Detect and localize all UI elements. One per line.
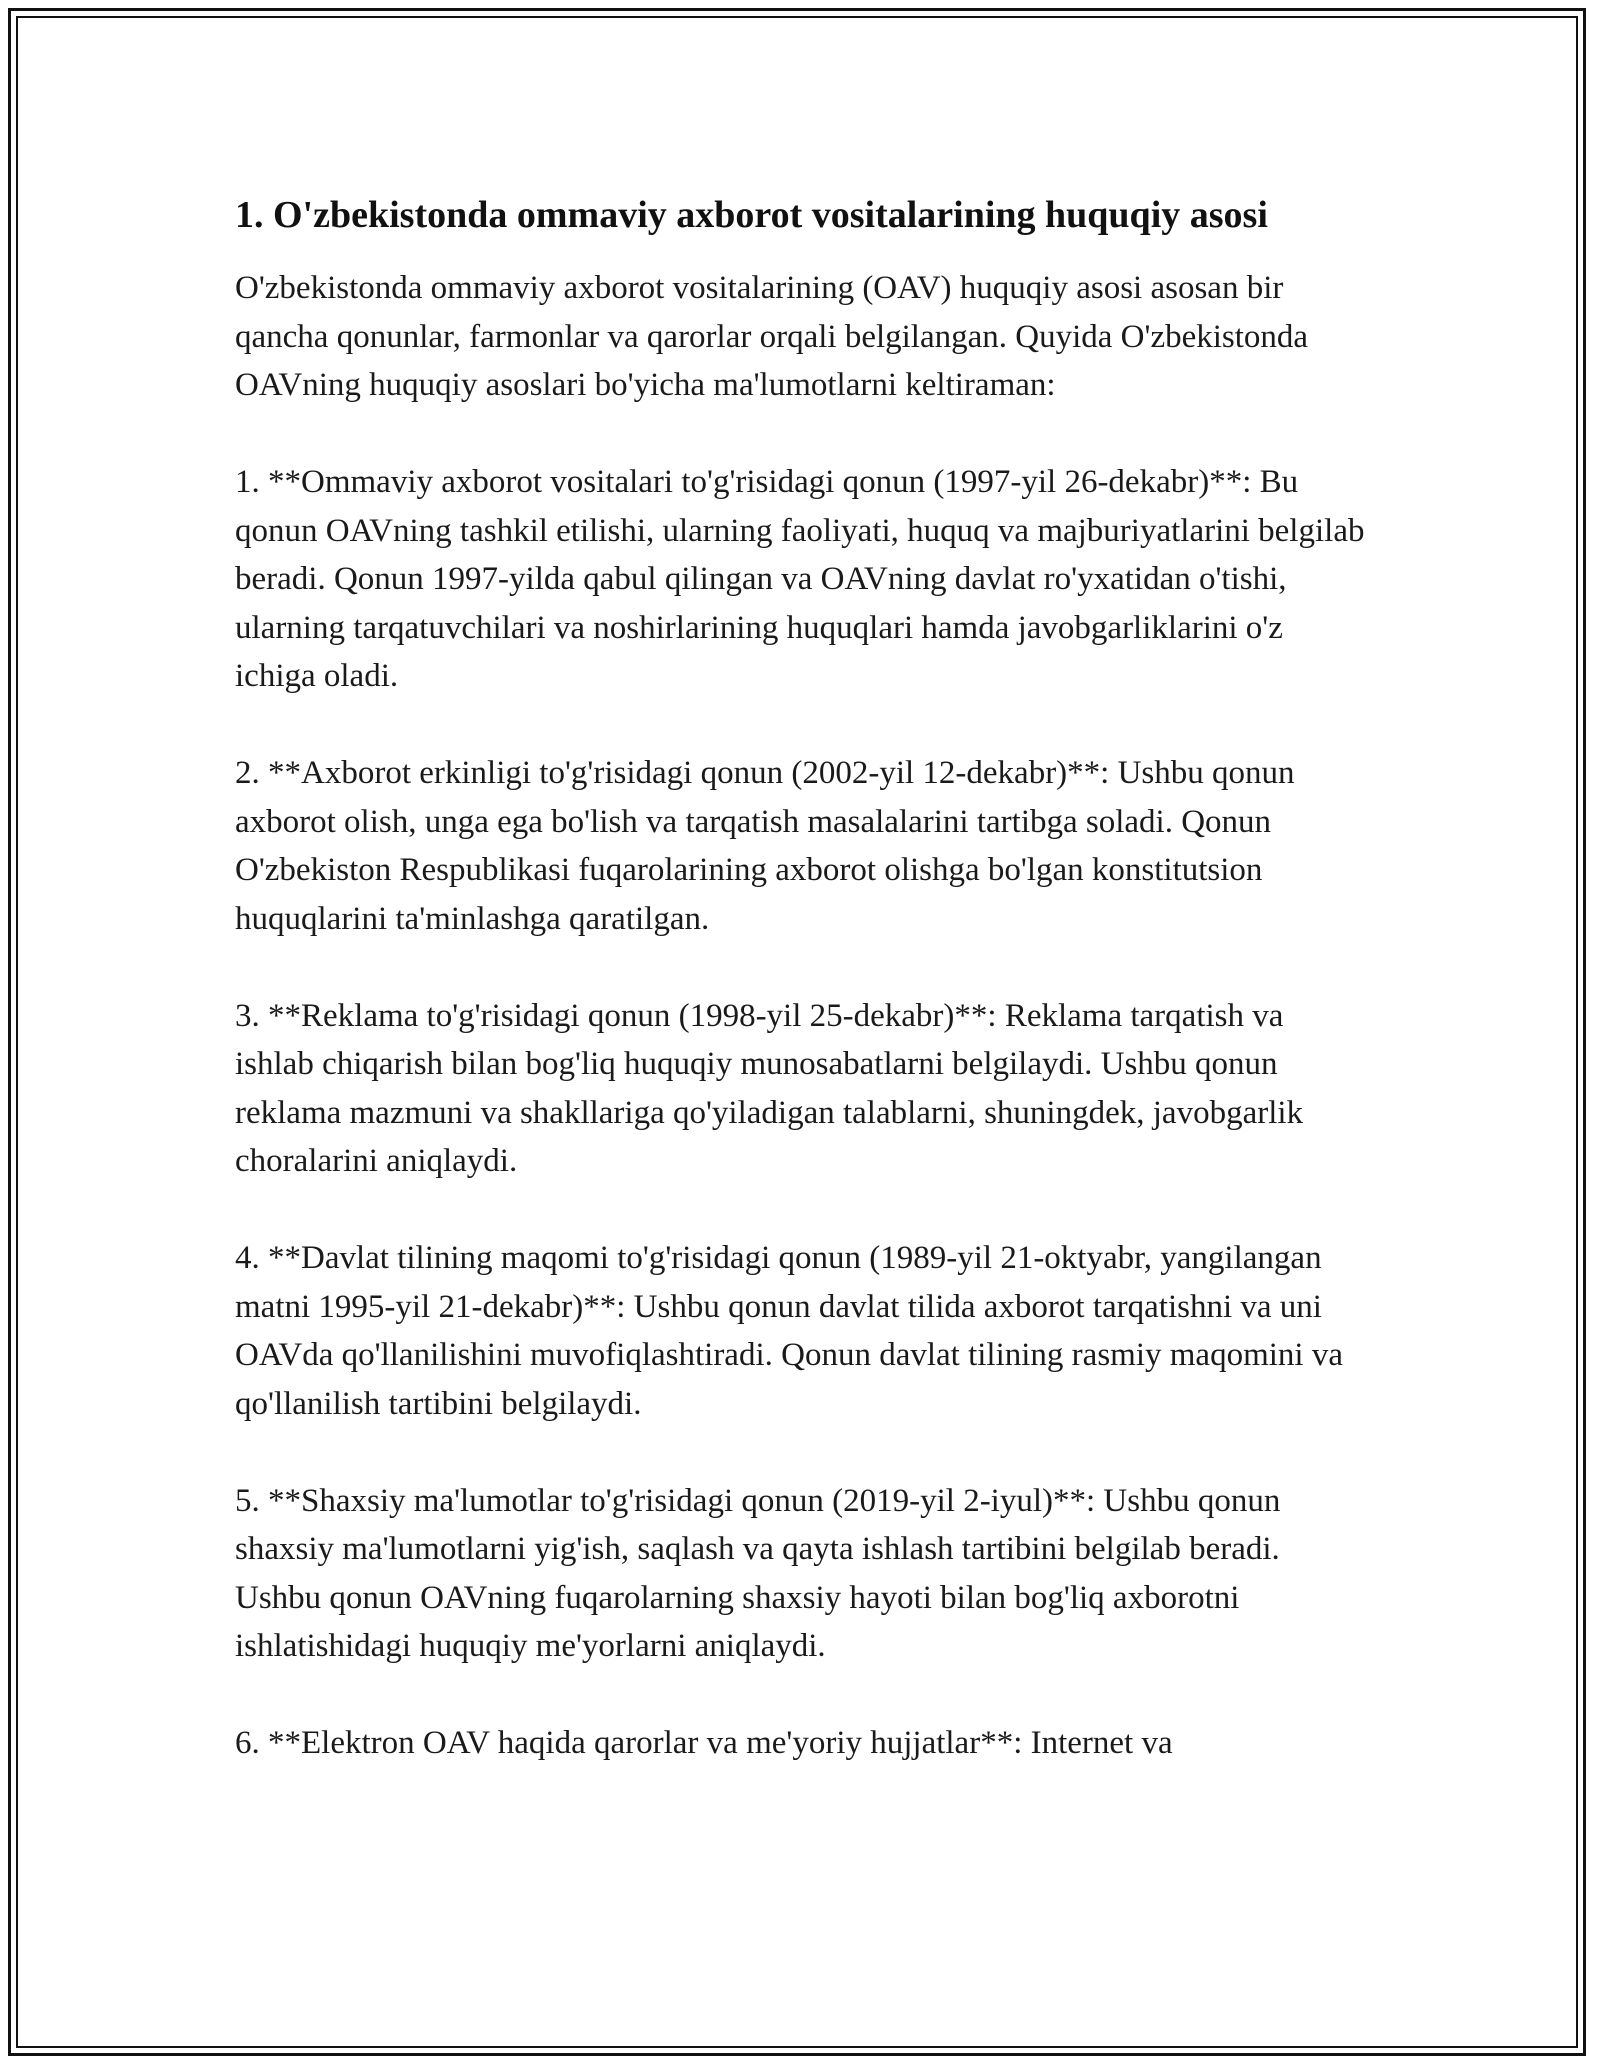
law-item-6: 6. **Elektron OAV haqida qarorlar va me'yoriy hujjatlar**: Internet va	[235, 1725, 1173, 1761]
document-title: 1. O'zbekistonda ommaviy axborot vositalarining huquqiy asosi	[235, 194, 1268, 236]
law-item-3: 3. **Reklama to'g'risidagi qonun (1998-yil 25-dekabr)**: Reklama tarqatish va ishlab chiqarish bilan bog'liq huquqiy munosabatlarni belgilaydi. Ushbu qonun reklama mazmuni va shakllariga qo'yiladigan talablarni, shuningdek, javobgarlik choralarini aniqlaydi.	[235, 997, 1304, 1179]
law-item-2: 2. **Axborot erkinligi to'g'risidagi qonun (2002-yil 12-dekabr)**: Ushbu qonun axborot olish, unga ega bo'lish va tarqatish masalalarini tartibga soladi. Qonun O'zbekiston Respublikasi fuqarolarining axborot olishga bo'lgan konstitutsion huquqlarini ta'minlashga qaratilgan.	[235, 755, 1295, 937]
law-item-1: 1. **Ommaviy axborot vositalari to'g'risidagi qonun (1997-yil 26-dekabr)**: Bu qonun OAVning tashkil etilishi, ularning faoliyati, huquq va majburiyatlarini belgilab beradi. Qonun 1997-yilda qabul qilingan va OAVning davlat ro'yxatidan o'tishi, ularning tarqatuvchilari va noshirlarining huquqlari hamda javobgarliklarini o'z ichiga oladi.	[235, 464, 1365, 694]
law-item-4: 4. **Davlat tilining maqomi to'g'risidagi qonun (1989-yil 21-oktyabr, yangilangan matni 1995-yil 21-dekabr)**: Ushbu qonun davlat tilida axborot tarqatishni va uni OAVda qo'llanilishini muvofiqlashtiradi. Qonun davlat tilining rasmiy maqomini va qo'llanilish tartibini belgilaydi.	[235, 1240, 1343, 1422]
law-item-5: 5. **Shaxsiy ma'lumotlar to'g'risidagi qonun (2019-yil 2-iyul)**: Ushbu qonun shaxsiy ma'lumotlarni yig'ish, saqlash va qayta ishlash tartibini belgilab beradi. Ushbu qonun OAVning fuqarolarning shaxsiy hayoti bilan bog'liq axborotni ishlatishidagi huquqiy me'yorlarni aniqlaydi.	[235, 1482, 1281, 1664]
document-page	[235, 188, 1365, 1816]
intro-paragraph: O'zbekistonda ommaviy axborot vositalarining (OAV) huquqiy asosi asosan bir qancha qonunlar, farmonlar va qarorlar orqali belgilangan. Quyida O'zbekistonda OAVning huquqiy asoslari bo'yicha ma'lumotlarni keltiraman:	[235, 270, 1309, 403]
